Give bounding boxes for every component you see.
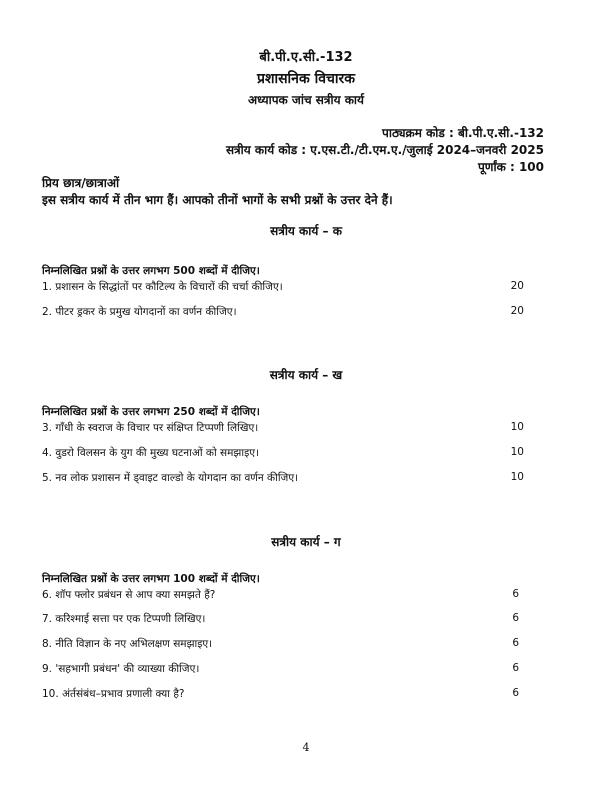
- salutation: प्रिय छात्र/छात्राओं: [42, 176, 120, 190]
- question-7-marks: 6: [512, 612, 519, 624]
- question-4-marks: 10: [510, 446, 524, 458]
- page-number: 4: [302, 741, 310, 754]
- max-marks-line: पूर्णांक : 100: [477, 160, 544, 174]
- general-instruction: इस सत्रीय कार्य में तीन भाग हैं। आपको तीनों भागों के सभी प्रश्नों के उत्तर देने हैं।: [42, 193, 393, 207]
- question-3: 3. गाँधी के स्वराज के विचार पर संक्षिप्त टिप्पणी लिखिए।: [42, 422, 259, 434]
- course-code-heading: बी.पी.ए.सी.-132: [259, 50, 353, 65]
- section-instruction-a: निम्नलिखित प्रश्नों के उत्तर लगभग 500 शब्दों में दीजिए।: [42, 265, 260, 277]
- section-heading-b: सत्रीय कार्य – ख: [269, 368, 343, 382]
- section-heading-a: सत्रीय कार्य – क: [270, 224, 342, 238]
- question-9: 9. 'सहभागी प्रबंधन' की व्याख्या कीजिए।: [42, 663, 200, 675]
- question-10-marks: 6: [512, 687, 519, 699]
- question-5-marks: 10: [510, 471, 524, 483]
- question-2-marks: 20: [510, 305, 524, 317]
- question-10: 10. अंर्तसंबंध–प्रभाव प्रणाली क्या है?: [42, 688, 185, 700]
- question-8: 8. नीति विज्ञान के नए अभिलक्षण समझाइए।: [42, 638, 213, 650]
- course-code-line: पाठ्यक्रम कोड : बी.पी.ए.सी.-132: [382, 126, 544, 140]
- question-5: 5. नव लोक प्रशासन में ड्वाइट वाल्डो के योगदान का वर्णन कीजिए।: [42, 472, 299, 484]
- question-9-marks: 6: [512, 662, 519, 674]
- course-title-heading: प्रशासनिक विचारक: [256, 71, 355, 87]
- question-4: 4. वुडरो विलसन के युग की मुख्य घटनाओं को समझाइए।: [42, 447, 260, 459]
- section-instruction-b: निम्नलिखित प्रश्नों के उत्तर लगभग 250 शब्दों में दीजिए।: [42, 406, 260, 418]
- question-6: 6. शॉप फ्लोर प्रबंधन से आप क्या समझते हैं?: [42, 589, 216, 601]
- question-2: 2. पीटर ड्रकर के प्रमुख योगदानों का वर्णन कीजिए।: [42, 306, 237, 318]
- assignment-title-heading: अध्यापक जांच सत्रीय कार्य: [247, 93, 365, 107]
- section-instruction-c: निम्नलिखित प्रश्नों के उत्तर लगभग 100 शब्दों में दीजिए।: [42, 573, 260, 585]
- question-8-marks: 6: [512, 637, 519, 649]
- question-6-marks: 6: [512, 588, 519, 600]
- question-7: 7. करिश्माई सत्ता पर एक टिप्पणी लिखिए।: [42, 613, 206, 625]
- question-1: 1. प्रशासन के सिद्धांतों पर कौटिल्य के विचारों की चर्चा कीजिए।: [42, 281, 283, 293]
- assignment-code-line: सत्रीय कार्य कोड : ए.एस.टी./टी.एम.ए./जुलाई 2024–जनवरी 2025: [225, 143, 544, 157]
- question-3-marks: 10: [510, 421, 524, 433]
- section-heading-c: सत्रीय कार्य – ग: [271, 535, 341, 549]
- question-1-marks: 20: [510, 280, 524, 292]
